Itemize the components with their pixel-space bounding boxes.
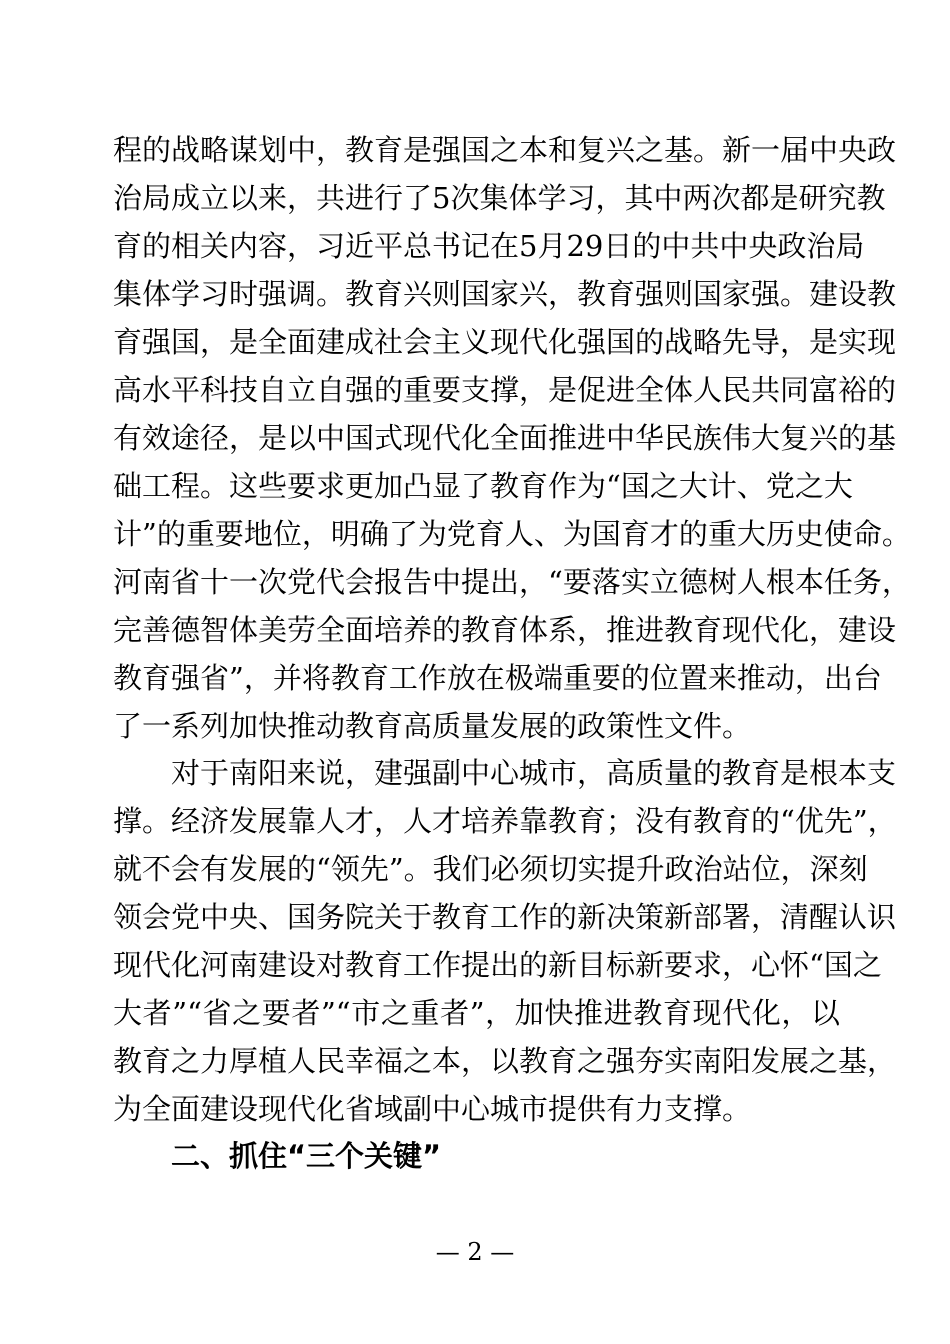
paragraph-line: 河南省十一次党代会报告中提出，“要落实立德树人根本任务， xyxy=(113,565,911,599)
paragraph-line: 撑。经济发展靠人才，人才培养靠教育；没有教育的“优先”， xyxy=(113,804,897,838)
paragraph-line: 对于南阳来说，建强副中心城市，高质量的教育是根本支 xyxy=(171,756,897,790)
paragraph-line: 有效途径，是以中国式现代化全面推进中华民族伟大复兴的基 xyxy=(113,421,897,455)
page-number: — 2 — xyxy=(435,1238,515,1266)
paragraph-line: 为全面建设现代化省域副中心城市提供有力支撑。 xyxy=(113,1092,752,1126)
paragraph-line: 教育之力厚植人民幸福之本，以教育之强夯实南阳发展之基， xyxy=(113,1044,897,1078)
paragraph-line: 治局成立以来，共进行了5次集体学习，其中两次都是研究教 xyxy=(113,181,886,215)
paragraph-line: 计”的重要地位，明确了为党育人、为国育才的重大历史使命。 xyxy=(113,517,911,551)
paragraph-line: 了一系列加快推动教育高质量发展的政策性文件。 xyxy=(113,709,752,743)
paragraph-line: 础工程。这些要求更加凸显了教育作为“国之大计、党之大 xyxy=(113,469,853,503)
paragraph-line: 程的战略谋划中，教育是强国之本和复兴之基。新一届中央政 xyxy=(113,133,897,167)
paragraph-line: 领会党中央、国务院关于教育工作的新决策新部署，清醒认识 xyxy=(113,900,897,934)
paragraph-line: 教育强省”，并将教育工作放在极端重要的位置来推动，出台 xyxy=(113,661,882,695)
paragraph-line: 现代化河南建设对教育工作提出的新目标新要求，心怀“国之 xyxy=(113,948,882,982)
section-heading: 二、抓住“三个关键” xyxy=(171,1139,442,1173)
paragraph-line: 完善德智体美劳全面培养的教育体系，推进教育现代化，建设 xyxy=(113,613,897,647)
paragraph-line: 育强国，是全面建成社会主义现代化强国的战略先导，是实现 xyxy=(113,325,897,359)
paragraph-line: 高水平科技自立自强的重要支撑，是促进全体人民共同富裕的 xyxy=(113,373,897,407)
paragraph-line: 集体学习时强调。教育兴则国家兴，教育强则国家强。建设教 xyxy=(113,277,897,311)
paragraph-line: 就不会有发展的“领先”。我们必须切实提升政治站位，深刻 xyxy=(113,852,868,886)
paragraph-line: 育的相关内容，习近平总书记在5月29日的中共中央政治局 xyxy=(113,229,865,263)
paragraph-line: 大者”“省之要者”“市之重者”，加快推进教育现代化，以 xyxy=(113,996,840,1030)
